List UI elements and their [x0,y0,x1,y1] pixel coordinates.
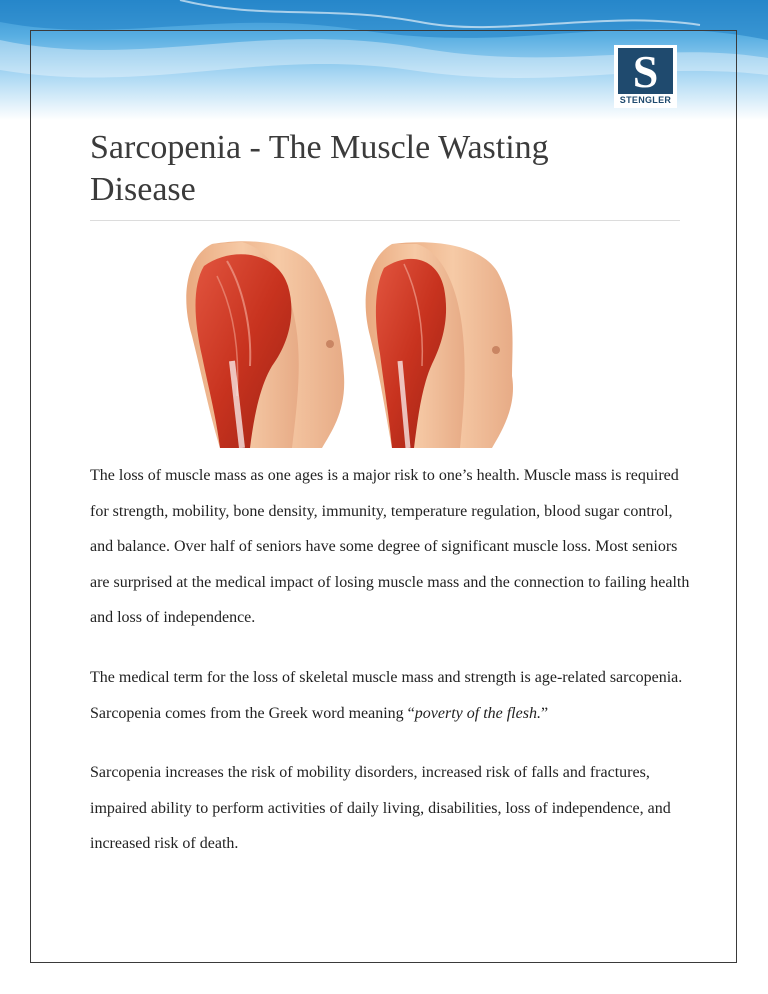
strong-arm [186,241,344,448]
logo-letter: S [632,46,659,97]
definition-quote: poverty of the flesh. [414,704,541,722]
logo-badge [618,46,673,97]
definition-text: The medical term for the loss of skeletal muscle mass and strength is age-related sarcopenia. Sarcopenia comes from the Greek word meaning “ [90,669,683,722]
logo-wordmark: STENGLER [619,95,672,105]
arm-muscle-illustration [92,226,604,448]
paragraph-sarcopenia-definition [90,660,690,731]
muscle-comparison-image [92,226,604,448]
definition-close-quote: ” [540,704,549,722]
stengler-logo [614,45,677,108]
weak-arm [366,242,513,448]
paragraph-muscle-loss: The loss of muscle mass as one ages is a major risk to one’s health. Muscle mass is required for strength, mobility, bone density, immunity, temperature regulation, blood sugar control, and balance. Over half of seniors have some degree of significant muscle loss. Most seniors are surprised at the medical impact of losing muscle mass and the connection to failing health and loss of independence. [90,467,690,626]
title-divider [90,220,680,221]
paragraph-sarcopenia-risks: Sarcopenia increases the risk of mobility disorders, increased risk of falls and fractures, impaired ability to perform activities of daily living, disabilities, loss of independence, and increased risk of death. [90,764,671,852]
article-title: Sarcopenia - The Muscle Wasting Disease [90,129,549,208]
